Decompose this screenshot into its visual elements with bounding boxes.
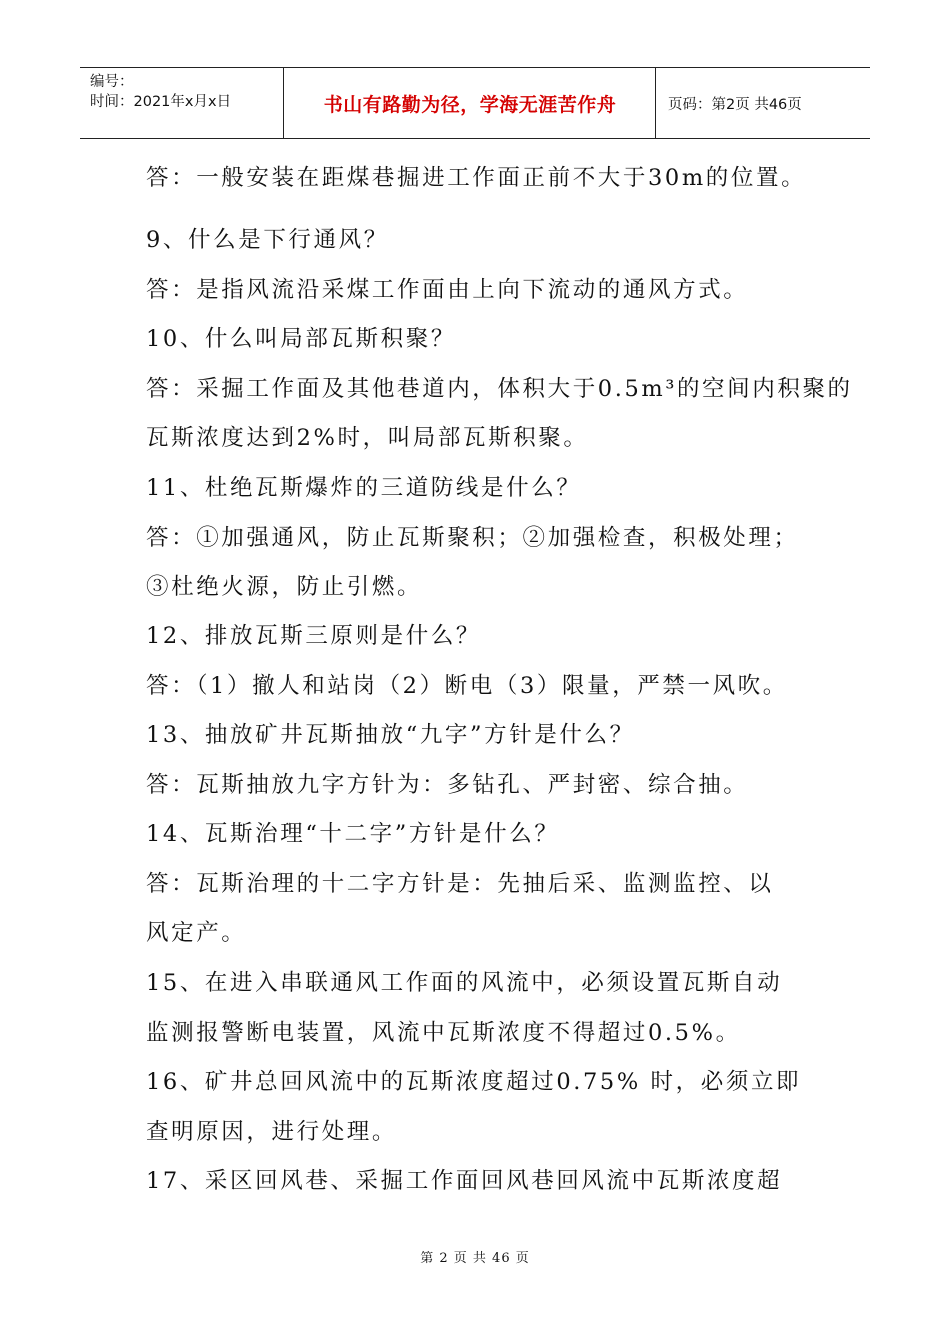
text-line: 答：（1）撤人和站岗（2）断电（3）限量，严禁一风吹。 bbox=[146, 673, 788, 699]
text-line: 9、什么是下行通风？ bbox=[146, 227, 389, 253]
text-line: 13、抽放矿井瓦斯抽放“九字”方针是什么？ bbox=[146, 722, 635, 748]
text-line: 查明原因，进行处理。 bbox=[146, 1119, 398, 1145]
text-line: 10、什么叫局部瓦斯积聚？ bbox=[146, 326, 456, 352]
text-line: 17、采区回风巷、采掘工作面回风巷回风流中瓦斯浓度超 bbox=[146, 1168, 783, 1194]
text-line: 答：瓦斯抽放九字方针为：多钻孔、严封密、综合抽。 bbox=[146, 772, 749, 798]
header-divider bbox=[655, 68, 656, 138]
text-line: 风定产。 bbox=[146, 920, 247, 946]
text-line: 答：一般安装在距煤巷掘进工作面正前不大于30m的位置。 bbox=[146, 165, 807, 191]
text-line: ③杜绝火源，防止引燃。 bbox=[146, 574, 423, 600]
header-motto: 书山有路勤为径，学海无涯苦作舟 bbox=[323, 94, 617, 116]
header-divider bbox=[283, 68, 284, 138]
text-line: 15、在进入串联通风工作面的风流中，必须设置瓦斯自动 bbox=[146, 970, 783, 996]
text-line: 答：是指风流沿采煤工作面由上向下流动的通风方式。 bbox=[146, 277, 749, 303]
document-header bbox=[80, 67, 870, 139]
page-footer: 第 2 页 共 46 页 bbox=[420, 1251, 530, 1266]
text-line: 答：采掘工作面及其他巷道内，体积大于0.5m³的空间内积聚的 bbox=[146, 376, 853, 402]
text-line: 监测报警断电装置，风流中瓦斯浓度不得超过0.5%。 bbox=[146, 1020, 741, 1046]
text-line: 12、排放瓦斯三原则是什么？ bbox=[146, 623, 482, 649]
number-label: 编号： bbox=[90, 74, 134, 90]
text-line: 答：①加强通风，防止瓦斯聚积；②加强检查，积极处理； bbox=[146, 525, 799, 551]
text-line: 16、矿井总回风流中的瓦斯浓度超过0.75% 时，必须立即 bbox=[146, 1069, 802, 1095]
header-meta bbox=[90, 72, 231, 112]
text-line: 答：瓦斯治理的十二字方针是：先抽后采、监测监控、以 bbox=[146, 871, 774, 897]
time-label: 时间：2021年x月x日 bbox=[90, 94, 232, 110]
text-line: 11、杜绝瓦斯爆炸的三道防线是什么？ bbox=[146, 475, 582, 501]
text-line: 瓦斯浓度达到2%时，叫局部瓦斯积聚。 bbox=[146, 425, 589, 451]
header-page-info: 页码：第2页 共46页 bbox=[668, 97, 802, 113]
text-line: 14、瓦斯治理“十二字”方针是什么？ bbox=[146, 821, 560, 847]
